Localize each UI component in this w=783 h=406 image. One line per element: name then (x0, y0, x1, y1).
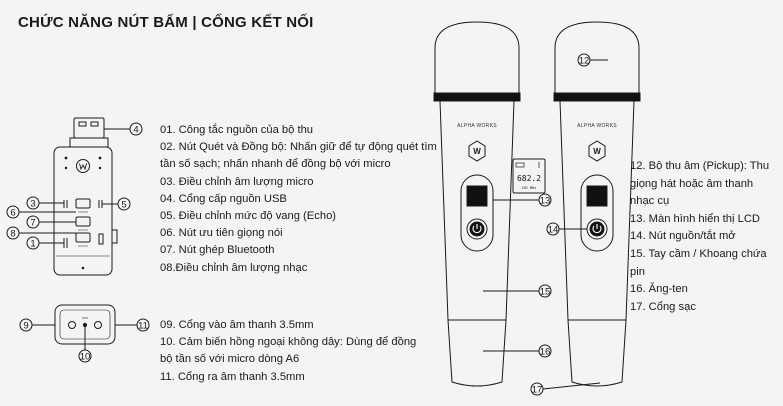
receiver-function-06: 06. Nút ưu tiên giọng nói (160, 227, 283, 240)
callout-16: 16 (539, 346, 551, 358)
callout-3: 3 (30, 198, 36, 210)
callout-6: 6 (10, 207, 16, 219)
usb-plug (74, 118, 104, 138)
receiver-function-05: 05. Điều chỉnh mức độ vang (Echo) (160, 210, 337, 223)
receiver-function-03: 03. Điều chỉnh âm lượng micro (160, 175, 314, 188)
callout-10: 10 (79, 351, 91, 363)
mic-right-lcd-screen (587, 186, 607, 206)
receiver-function-08: 08.Điều chỉnh âm lượng nhạc (160, 261, 308, 274)
lcd-unit: CH1 MHz (521, 186, 537, 190)
callout-17: 17 (531, 384, 543, 396)
callout-1: 1 (30, 238, 36, 250)
callout-8: 8 (10, 228, 16, 240)
knob-marker-left (64, 200, 67, 208)
mic-left-grille (435, 22, 519, 95)
voice-priority-button (76, 217, 90, 226)
callout-7: 7 (30, 217, 36, 229)
receiver-function-01: 01. Công tắc nguồn của bộ thu (160, 124, 314, 136)
knob-marker-right (99, 200, 102, 208)
svg-text:W: W (473, 147, 481, 156)
callout-4: 4 (133, 124, 139, 136)
usb-contact-left (79, 122, 86, 126)
microphone-right-illustration (554, 22, 640, 386)
callout-14: 14 (547, 224, 559, 236)
usb-collar (70, 138, 108, 147)
microphone-part-12: 12. Bộ thu âm (Pickup): Thu giọng hát hoặc âm thanh nhạc cụ (630, 160, 770, 208)
receiver-function-07: 07. Nút ghép Bluetooth (160, 244, 275, 257)
microphone-part-17: 17. Cổng sạc (630, 300, 696, 313)
receiver-callouts (7, 123, 142, 249)
receiver-logo-icon (77, 160, 90, 173)
microphone-part-16: 16. Ăng-ten (630, 283, 688, 296)
receiver-port-10: 10. Cảm biến hồng ngoại không dây: Dùng để đồng bộ tần số với micro dòng A6 (160, 336, 417, 366)
callout-9: 9 (23, 320, 29, 332)
mic-left-body (440, 101, 514, 320)
callout-15: 15 (539, 286, 551, 298)
receiver-function-04: 04. Cổng cấp nguồn USB (160, 192, 287, 205)
mic-left-logo-icon (469, 141, 485, 161)
microphone-part-14: 14. Nút nguồn/tắt mở (630, 230, 736, 243)
mic-right-grille (555, 22, 639, 95)
music-volume-knob (112, 230, 117, 243)
mic-right-antenna (568, 320, 626, 386)
mic-left-brand: ALPHA WORKS (457, 123, 497, 129)
callout-13: 13 (539, 195, 551, 207)
lcd-zoom-inset (513, 159, 545, 193)
mic-right-logo-icon (589, 141, 605, 161)
receiver-port-11: 11. Cổng ra âm thanh 3.5mm (160, 370, 305, 383)
audio-in-jack (69, 322, 76, 329)
microphone-part-13: 13. Màn hình hiển thị LCD (630, 212, 760, 225)
audio-out-jack (95, 322, 102, 329)
mic-left-lcd-screen (467, 186, 487, 206)
callout-5: 5 (121, 199, 127, 211)
power-switch (64, 238, 67, 248)
microphone-left-illustration (434, 22, 520, 386)
page-title: CHỨC NĂNG NÚT BẤM | CỔNG KẾT NỐI (18, 14, 314, 31)
receiver-port-09: 09. Cổng vào âm thanh 3.5mm (160, 319, 314, 331)
scan-sync-button (76, 199, 90, 208)
mic-left-mesh-band (434, 93, 520, 101)
receiver-function-02: 02. Nút Quét và Đồng bộ: Nhấn giữ để tự động quét tìm tần số sạch; nhấn nhanh để đồng bộ với micro (160, 141, 437, 171)
microphone-part-15: 15. Tay cầm / Khoang chứa pin (630, 247, 767, 278)
mic-right-body (560, 101, 634, 320)
usb-contact-right (91, 122, 98, 126)
mic-left-antenna (448, 320, 506, 386)
music-volume-marker (99, 234, 103, 244)
lcd-frequency: 682.2 (516, 174, 542, 183)
receiver-front-illustration (54, 118, 117, 275)
callout-12: 12 (578, 55, 590, 67)
microphone-callouts (483, 54, 608, 395)
callout-11: 11 (138, 320, 148, 332)
mic-right-mesh-band (554, 93, 640, 101)
ir-sensor (83, 323, 86, 326)
svg-text:W: W (593, 147, 601, 156)
bluetooth-pair-button (76, 233, 90, 242)
mic-right-brand: ALPHA WORKS (577, 123, 617, 129)
